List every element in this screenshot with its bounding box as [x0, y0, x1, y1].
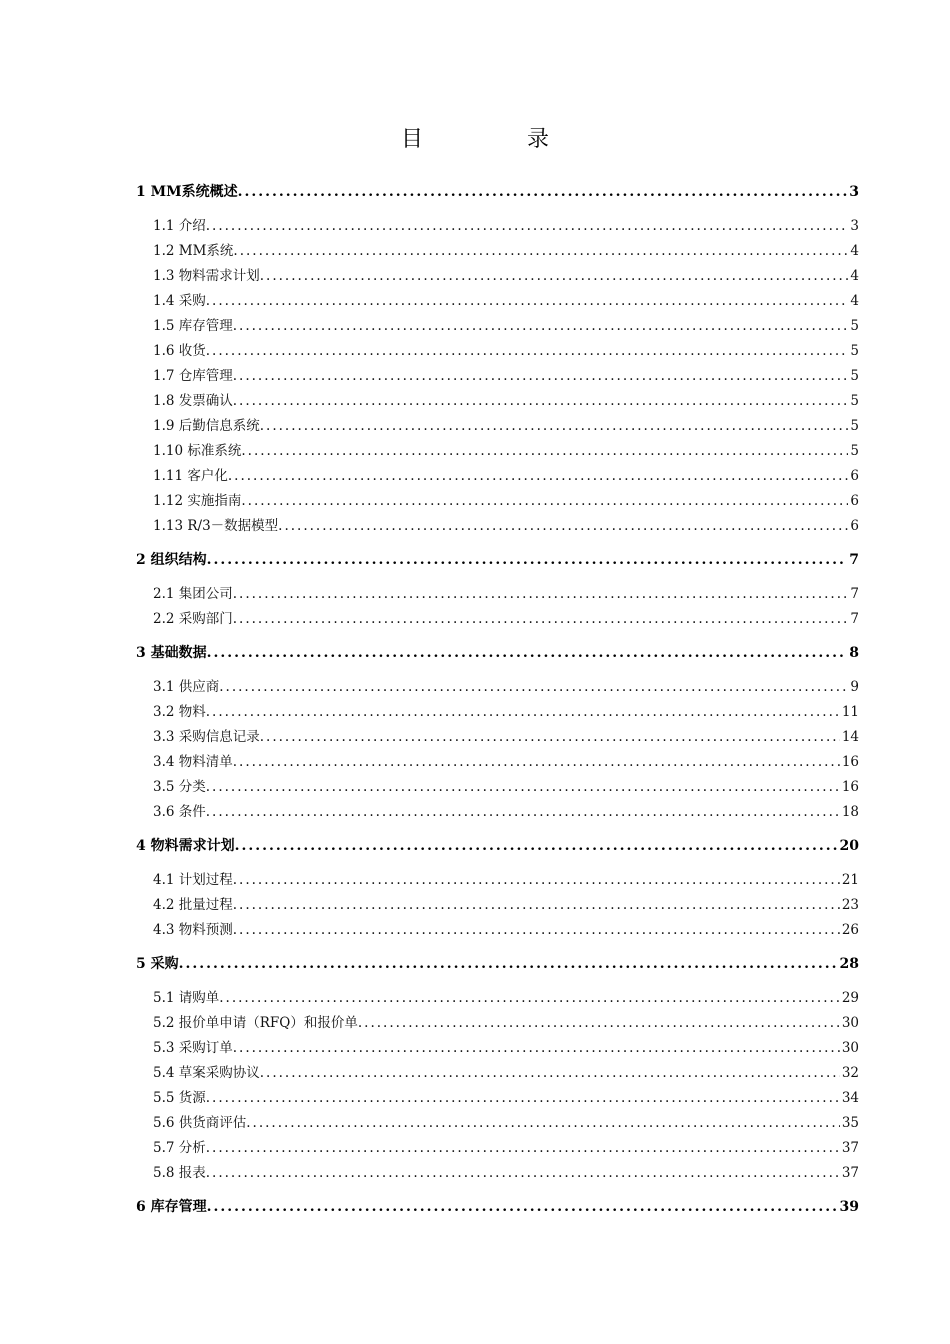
toc-section-entry[interactable]	[136, 214, 859, 239]
toc-section-entry[interactable]	[136, 489, 859, 514]
toc-section-entry[interactable]	[136, 514, 859, 539]
toc-page-number: 6	[850, 518, 859, 534]
toc-page-number: 5	[850, 443, 859, 459]
toc-leader-dots	[206, 775, 840, 800]
toc-entry-label: 1.12 实施指南	[153, 493, 242, 509]
toc-entry-label: 5.2 报价单申请（RFQ）和报价单	[153, 1015, 358, 1031]
toc-entry-label: 1.3 物料需求计划	[153, 268, 260, 284]
toc-leader-dots	[219, 986, 840, 1011]
toc-section-entry[interactable]	[136, 339, 859, 364]
toc-section-entry[interactable]	[136, 464, 859, 489]
toc-section-entry[interactable]	[136, 775, 859, 800]
toc-page-number: 5	[850, 418, 859, 434]
toc-entry-label: 3.3 采购信息记录	[153, 729, 260, 745]
toc-page-number: 6	[850, 468, 859, 484]
toc-entry-label: 5.1 请购单	[153, 990, 220, 1006]
toc-page-number: 7	[849, 552, 859, 568]
toc-chapter-entry[interactable]	[136, 952, 859, 977]
toc-entry-label: 4.1 计划过程	[153, 872, 233, 888]
toc-leader-dots	[233, 364, 849, 389]
toc-entry-label: 5.4 草案采购协议	[153, 1065, 260, 1081]
toc-leader-dots	[233, 314, 849, 339]
toc-page-number: 16	[841, 779, 859, 795]
toc-leader-dots	[260, 264, 849, 289]
toc-entry-label: 5.7 分析	[153, 1140, 206, 1156]
toc-section-entry[interactable]	[136, 582, 859, 607]
toc-section-entry[interactable]	[136, 1111, 859, 1136]
toc-leader-dots	[206, 1086, 840, 1111]
toc-leader-dots	[206, 800, 840, 825]
toc-leader-dots	[206, 700, 840, 725]
toc-leader-dots	[233, 750, 840, 775]
toc-entry-label: 1.10 标准系统	[153, 443, 242, 459]
toc-page-number: 3	[850, 218, 859, 234]
toc-leader-dots	[206, 1136, 840, 1161]
toc-page-number: 32	[841, 1065, 859, 1081]
toc-page-number: 37	[841, 1140, 859, 1156]
toc-leader-dots	[233, 893, 840, 918]
toc-leader-dots	[233, 582, 849, 607]
toc-page-number: 6	[850, 493, 859, 509]
toc-section-entry[interactable]	[136, 675, 859, 700]
toc-entry-label: 5.6 供货商评估	[153, 1115, 247, 1131]
toc-page-number: 5	[850, 343, 859, 359]
toc-leader-dots	[228, 464, 849, 489]
toc-page-number: 5	[850, 393, 859, 409]
toc-page-number: 7	[850, 611, 859, 627]
toc-leader-dots	[238, 180, 848, 205]
toc-page-number: 18	[841, 804, 859, 820]
toc-entry-label: 5 采购	[136, 956, 179, 972]
toc-entry-label: 1.9 后勤信息系统	[153, 418, 260, 434]
toc-section-entry[interactable]	[136, 607, 859, 632]
toc-page-number: 3	[849, 184, 859, 200]
toc-leader-dots	[235, 834, 838, 859]
toc-entry-label: 3.1 供应商	[153, 679, 220, 695]
toc-section-entry[interactable]	[136, 918, 859, 943]
toc-page-number: 30	[841, 1040, 859, 1056]
toc-leader-dots	[260, 1061, 840, 1086]
toc-page-number: 37	[841, 1165, 859, 1181]
toc-page-number: 21	[841, 872, 859, 888]
toc-section-entry[interactable]	[136, 364, 859, 389]
toc-leader-dots	[233, 607, 849, 632]
toc-entry-label: 1.1 介绍	[153, 218, 206, 234]
page-title	[0, 122, 950, 153]
toc-page-number: 4	[850, 293, 859, 309]
toc-entry-label: 2.2 采购部门	[153, 611, 233, 627]
toc-page-number: 39	[839, 1199, 859, 1215]
toc-page-number: 26	[841, 922, 859, 938]
toc-section-entry[interactable]	[136, 893, 859, 918]
toc-entry-label: 4 物料需求计划	[136, 838, 235, 854]
toc-section-entry[interactable]	[136, 986, 859, 1011]
toc-entry-label: 2.1 集团公司	[153, 586, 233, 602]
toc-section-entry[interactable]	[136, 389, 859, 414]
toc-page-number: 14	[841, 729, 859, 745]
toc-section-entry[interactable]	[136, 1011, 859, 1036]
toc-page-number: 34	[841, 1090, 859, 1106]
toc-chapter-entry[interactable]	[136, 1195, 859, 1220]
toc-section-entry[interactable]	[136, 800, 859, 825]
toc-page-number: 30	[841, 1015, 859, 1031]
toc-leader-dots	[206, 339, 849, 364]
toc-entry-label: 4.3 物料预测	[153, 922, 233, 938]
title-char-1: 目	[400, 127, 423, 152]
toc-entry-label: 1.4 采购	[153, 293, 206, 309]
toc-entry-label: 2 组织结构	[136, 552, 207, 568]
toc-leader-dots	[260, 414, 849, 439]
toc-section-entry[interactable]	[136, 725, 859, 750]
toc-leader-dots	[241, 489, 848, 514]
toc-chapter-entry[interactable]	[136, 834, 859, 859]
toc-entry-label: 1.11 客户化	[153, 468, 228, 484]
toc-section-entry[interactable]	[136, 1061, 859, 1086]
toc-page-number: 28	[839, 956, 859, 972]
toc-leader-dots	[358, 1011, 840, 1036]
toc-entry-label: 5.3 采购订单	[153, 1040, 233, 1056]
toc-page-number: 11	[841, 704, 859, 720]
toc-section-entry[interactable]	[136, 439, 859, 464]
toc-entry-label: 3.5 分类	[153, 779, 206, 795]
toc-entry-label: 3.2 物料	[153, 704, 206, 720]
toc-section-entry[interactable]	[136, 264, 859, 289]
toc-entry-label: 3.6 条件	[153, 804, 206, 820]
toc-leader-dots	[206, 214, 849, 239]
toc-leader-dots	[233, 918, 840, 943]
toc-entry-label: 5.8 报表	[153, 1165, 206, 1181]
toc-section-entry[interactable]	[136, 868, 859, 893]
toc-page-number: 20	[839, 838, 859, 854]
toc-page-number: 16	[841, 754, 859, 770]
toc-page-number: 23	[841, 897, 859, 913]
toc-chapter-entry[interactable]	[136, 641, 859, 666]
toc-leader-dots	[207, 548, 848, 573]
toc-leader-dots	[206, 1161, 840, 1186]
toc-page-number: 4	[850, 243, 859, 259]
toc-entry-label: 1.5 库存管理	[153, 318, 233, 334]
toc-section-entry[interactable]	[136, 750, 859, 775]
toc-entry-label: 1.7 仓库管理	[153, 368, 233, 384]
toc-entry-label: 1 MM系统概述	[136, 184, 238, 200]
toc-leader-dots	[233, 1036, 840, 1061]
toc-page-number: 5	[850, 368, 859, 384]
toc-leader-dots	[241, 439, 848, 464]
toc-entry-label: 1.13 R/3－数据模型	[153, 518, 279, 534]
toc-section-entry[interactable]	[136, 289, 859, 314]
toc-leader-dots	[219, 675, 848, 700]
toc-entry-label: 3.4 物料清单	[153, 754, 233, 770]
toc-entry-label: 5.5 货源	[153, 1090, 206, 1106]
toc-leader-dots	[179, 952, 838, 977]
toc-page-number: 7	[850, 586, 859, 602]
toc-page-number: 4	[850, 268, 859, 284]
toc-page-number: 5	[850, 318, 859, 334]
toc-section-entry[interactable]	[136, 239, 859, 264]
toc-section-entry[interactable]	[136, 1136, 859, 1161]
toc-leader-dots	[233, 389, 849, 414]
toc-page-number: 29	[841, 990, 859, 1006]
toc-leader-dots	[207, 641, 848, 666]
toc-entry-label: 6 库存管理	[136, 1199, 207, 1215]
table-of-contents	[136, 180, 859, 1229]
toc-section-entry[interactable]	[136, 1036, 859, 1061]
toc-page-number: 35	[841, 1115, 859, 1131]
title-char-2: 录	[527, 127, 550, 152]
toc-leader-dots	[207, 1195, 838, 1220]
toc-entry-label: 1.2 MM系统	[153, 243, 234, 259]
toc-leader-dots	[278, 514, 848, 539]
toc-leader-dots	[233, 239, 848, 264]
toc-section-entry[interactable]	[136, 1161, 859, 1186]
toc-leader-dots	[260, 725, 840, 750]
toc-leader-dots	[233, 868, 840, 893]
toc-page-number: 8	[849, 645, 859, 661]
toc-page-number: 9	[850, 679, 859, 695]
toc-entry-label: 1.6 收货	[153, 343, 206, 359]
toc-entry-label: 3 基础数据	[136, 645, 207, 661]
toc-entry-label: 4.2 批量过程	[153, 897, 233, 913]
toc-section-entry[interactable]	[136, 314, 859, 339]
toc-chapter-entry[interactable]	[136, 548, 859, 573]
toc-entry-label: 1.8 发票确认	[153, 393, 233, 409]
toc-leader-dots	[246, 1111, 840, 1136]
toc-section-entry[interactable]	[136, 700, 859, 725]
toc-section-entry[interactable]	[136, 1086, 859, 1111]
toc-chapter-entry[interactable]	[136, 180, 859, 205]
toc-leader-dots	[206, 289, 849, 314]
toc-section-entry[interactable]	[136, 414, 859, 439]
